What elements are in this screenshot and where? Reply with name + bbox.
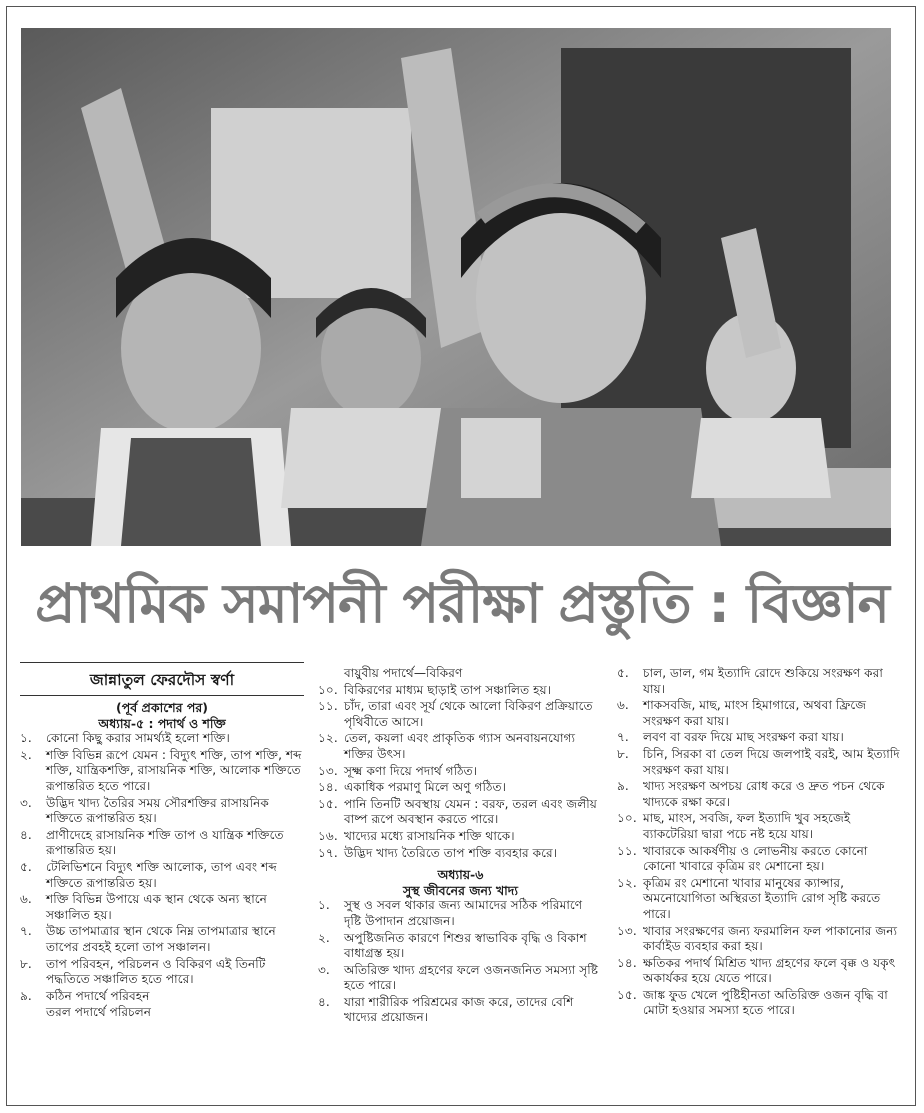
chapter-5-list-continued xyxy=(318,683,603,862)
list-item xyxy=(617,730,902,746)
list-item xyxy=(318,699,603,730)
list-item xyxy=(617,811,902,842)
list-item xyxy=(318,764,603,780)
item-text: শক্তি বিভিন্ন রূপে যেমন : বিদ্যুৎ শক্তি, তাপ শক্তি, শব্দ শক্তি, যান্ত্রিকশক্তি, রাসায়নিক শক্তি, আলোক শক্তিতে রূপান্তরিত হতে পারে। xyxy=(46,747,302,793)
chapter-5-list xyxy=(20,731,304,1004)
list-item xyxy=(617,747,902,778)
list-item xyxy=(20,748,304,795)
item-number: ১২. xyxy=(318,731,338,746)
item-text: চাল, ডাল, গম ইত্যাদি রোদে শুকিয়ে সংরক্ষণ করা যায়। xyxy=(643,666,883,696)
chapter-title: সুস্থ জীবনের জন্য খাদ্য xyxy=(403,882,518,898)
item-text: শক্তি বিভিন্ন উপায়ে এক স্থান থেকে অন্য স্থানে সঞ্চালিত হয়। xyxy=(46,892,267,922)
item-number: ৩. xyxy=(318,962,330,977)
item-number: ১১. xyxy=(617,843,637,858)
list-item xyxy=(20,957,304,988)
list-item xyxy=(617,666,902,697)
list-item xyxy=(617,876,902,923)
item-text: খাদ্য সংরক্ষণ অপচয় রোধ করে ও দ্রুত পচন থেকে খাদ্যকে রক্ষা করে। xyxy=(643,779,885,809)
item-number: ৪. xyxy=(318,994,330,1009)
item-number: ১৩. xyxy=(617,923,637,938)
list-item xyxy=(20,860,304,891)
list-item xyxy=(617,988,902,1019)
chapter-heading: অধ্যায়-৫ : পদার্থ ও শক্তি xyxy=(98,715,226,731)
list-item xyxy=(318,931,603,962)
item-text: জাঙ্ক ফুড খেলে পুষ্টিহীনতা অতিরিক্ত ওজন বৃদ্ধি বা মোটা হওয়ার সমস্যা হতে পারে। xyxy=(643,987,888,1018)
column-3 xyxy=(617,666,902,1020)
item-text: চাঁদ, তারা এবং সূর্য থেকে আলো বিকিরণ প্রক্রিয়াতে পৃথিবীতে আসে। xyxy=(344,699,593,729)
item-text: কৃত্রিম রং মেশানো খাবার মানুষের ক্যান্সার, অমনোযোগিতা অস্থিরতা ইত্যাদি রোগ সৃষ্টি করতে পারে। xyxy=(643,875,881,921)
item-number: ১৫. xyxy=(318,796,338,811)
list-item xyxy=(20,828,304,859)
classroom-children-raising-hands-photo xyxy=(21,28,891,546)
list-item xyxy=(617,956,902,987)
item-number: ৮. xyxy=(20,956,32,971)
item-number: ২. xyxy=(318,930,330,945)
item-number: ১৪. xyxy=(617,955,637,970)
item-number: ৯. xyxy=(617,779,629,794)
item-text: তেল, কয়লা এবং প্রাকৃতিক গ্যাস অনবায়নযোগ্য শক্তির উৎস। xyxy=(344,731,576,761)
chapter-6-list-continued xyxy=(617,666,902,1019)
item-number: ১০. xyxy=(318,682,338,697)
item-text: পানি তিনটি অবস্থায় যেমন : বরফ, তরল এবং জলীয় বাষ্প রূপে অবস্থান করতে পারে। xyxy=(344,796,597,827)
item-text: অপুষ্টিজনিত কারণে শিশুর স্বাভাবিক বৃদ্ধি ও বিকাশ বাধাগ্রস্ত হয়। xyxy=(344,930,587,961)
column-1 xyxy=(20,662,304,1022)
item-text: লবণ বা বরফ দিয়ে মাছ সংরক্ষণ করা যায়। xyxy=(643,730,844,745)
chapter-heading: অধ্যায়-৬ xyxy=(437,867,484,883)
item-text: ক্ষতিকর পদার্থ মিশ্রিত খাদ্য গ্রহণের ফলে বৃক্ক ও যকৃৎ অকার্যকর হয়ে যেতে পারে। xyxy=(643,955,896,986)
list-item xyxy=(318,995,603,1026)
item-text: উদ্ভিদ খাদ্য তৈরিতে তাপ শক্তি ব্যবহার করে। xyxy=(344,845,558,860)
list-item xyxy=(617,924,902,955)
item-number: ৭. xyxy=(617,730,629,745)
item-number: ১. xyxy=(318,898,330,913)
item-text: উদ্ভিদ খাদ্য তৈরির সময় সৌরশক্তির রাসায়নিক শক্তিতে রূপান্তরিত হয়। xyxy=(46,795,269,826)
list-item xyxy=(318,731,603,762)
item-number: ১৫. xyxy=(617,987,637,1002)
item-number: ১২. xyxy=(617,875,637,890)
item-text: শাকসবজি, মাছ, মাংস হিমাগারে, অথবা ফ্রিজে সংরক্ষণ করা যায়। xyxy=(643,698,867,728)
item-number: ৯. xyxy=(20,988,32,1003)
list-item xyxy=(617,779,902,810)
list-item xyxy=(318,683,603,699)
item-number: ৫. xyxy=(20,859,32,874)
list-item xyxy=(318,797,603,828)
item-text: যারা শারীরিক পরিশ্রমের কাজ করে, তাদের বেশি খাদ্যের প্রয়োজন। xyxy=(344,994,574,1025)
list-item xyxy=(318,829,603,845)
column-2 xyxy=(318,666,603,1027)
item-number: ৩. xyxy=(20,795,32,810)
item-text: চিনি, সিরকা বা তেল দিয়ে জলপাই বরই, আম ইত্যাদি সংরক্ষণ করা যায়। xyxy=(643,746,900,777)
author-name: জান্নাতুল ফেরদৌস স্বর্ণা xyxy=(89,671,235,689)
item-number: ৮. xyxy=(617,746,629,761)
item-text: প্রাণীদেহে রাসায়নিক শক্তি তাপ ও যান্ত্রিক শক্তিতে রূপান্তরিত হয়। xyxy=(46,827,284,858)
item-text: খাদ্যের মধ্যে রাসায়নিক শক্তি থাকে। xyxy=(344,828,515,843)
item-number: ১৩. xyxy=(318,763,338,778)
list-item xyxy=(617,698,902,729)
list-continuation: তরল পদার্থে পরিচলন xyxy=(46,1005,152,1020)
item-text: সূক্ষ্ম কণা দিয়ে পদার্থ গঠিত। xyxy=(344,763,478,778)
item-text: বিকিরণের মাধ্যম ছাড়াই তাপ সঞ্চালিত হয়। xyxy=(344,682,552,697)
item-number: ৭. xyxy=(20,924,32,939)
item-text: টেলিভিশনে বিদ্যুৎ শক্তি আলোক, তাপ এবং শব্দ শক্তিতে রূপান্তরিত হয়। xyxy=(46,859,277,890)
list-item xyxy=(20,892,304,923)
item-text: একাধিক পরমাণু মিলে অণু গঠিত। xyxy=(344,780,506,795)
headline: প্রাথমিক সমাপনী পরীক্ষা প্রস্তুতি : বিজ্ঞান xyxy=(35,572,889,635)
continuation-note: (পূর্ব প্রকাশের পর) xyxy=(116,700,208,715)
list-item xyxy=(20,731,304,747)
item-number: ৪. xyxy=(20,827,32,842)
item-text: সুস্থ ও সবল থাকার জন্য আমাদের সঠিক পরিমাণে দৃষ্টি উপাদান প্রয়োজন। xyxy=(344,898,583,928)
item-number: ১১. xyxy=(318,699,338,714)
item-text: মাছ, মাংস, সবজি, ফল ইত্যাদি খুব সহজেই ব্যাকটেরিয়া দ্বারা পচে নষ্ট হয়ে যায়। xyxy=(643,811,851,841)
item-number: ১৭. xyxy=(318,845,338,860)
item-text: কোনো কিছু করার সামর্থ্যই হলো শক্তি। xyxy=(46,731,230,746)
item-text: উচ্চ তাপমাত্রার স্থান থেকে নিম্ন তাপমাত্রার স্থানে তাপের প্রবহই হলো তাপ সঞ্চালন। xyxy=(46,924,276,954)
item-number: ৬. xyxy=(617,698,629,713)
chapter-6-list xyxy=(318,898,603,1026)
item-number: ১৪. xyxy=(318,780,338,795)
author-bottom-rule xyxy=(20,695,304,696)
item-number: ১. xyxy=(20,731,32,746)
item-text: খাবারকে আকর্ষণীয় ও লোভনীয় করতে কোনো কোনো খাবারে কৃত্রিম রং মেশানো হয়। xyxy=(643,843,868,874)
list-item xyxy=(318,898,603,929)
item-number: ১৬. xyxy=(318,828,338,843)
list-item xyxy=(617,844,902,875)
list-item xyxy=(20,796,304,827)
item-text: কঠিন পদার্থে পরিবহন xyxy=(46,988,150,1003)
list-item xyxy=(20,924,304,955)
list-continuation: বায়ুবীয় পদার্থে—বিকিরণ xyxy=(344,666,463,680)
item-text: খাবার সংরক্ষণের জন্য ফরমালিন ফল পাকানোর জন্য কার্বাইড ব্যবহার করা হয়। xyxy=(643,923,898,954)
item-number: ৫. xyxy=(617,666,629,680)
item-number: ২. xyxy=(20,747,32,762)
list-item xyxy=(318,963,603,994)
list-item xyxy=(20,989,304,1005)
item-text: তাপ পরিবহন, পরিচলন ও বিকিরণ এই তিনটি পদ্ধতিতে সঞ্চালিত হতে পারে। xyxy=(46,956,266,987)
item-number: ৬. xyxy=(20,892,32,907)
list-item xyxy=(318,780,603,796)
item-text: অতিরিক্ত খাদ্য গ্রহণের ফলে ওজনজনিত সমস্যা সৃষ্টি হতে পারে। xyxy=(344,962,599,993)
item-number: ১০. xyxy=(617,811,637,826)
list-item xyxy=(318,846,603,862)
